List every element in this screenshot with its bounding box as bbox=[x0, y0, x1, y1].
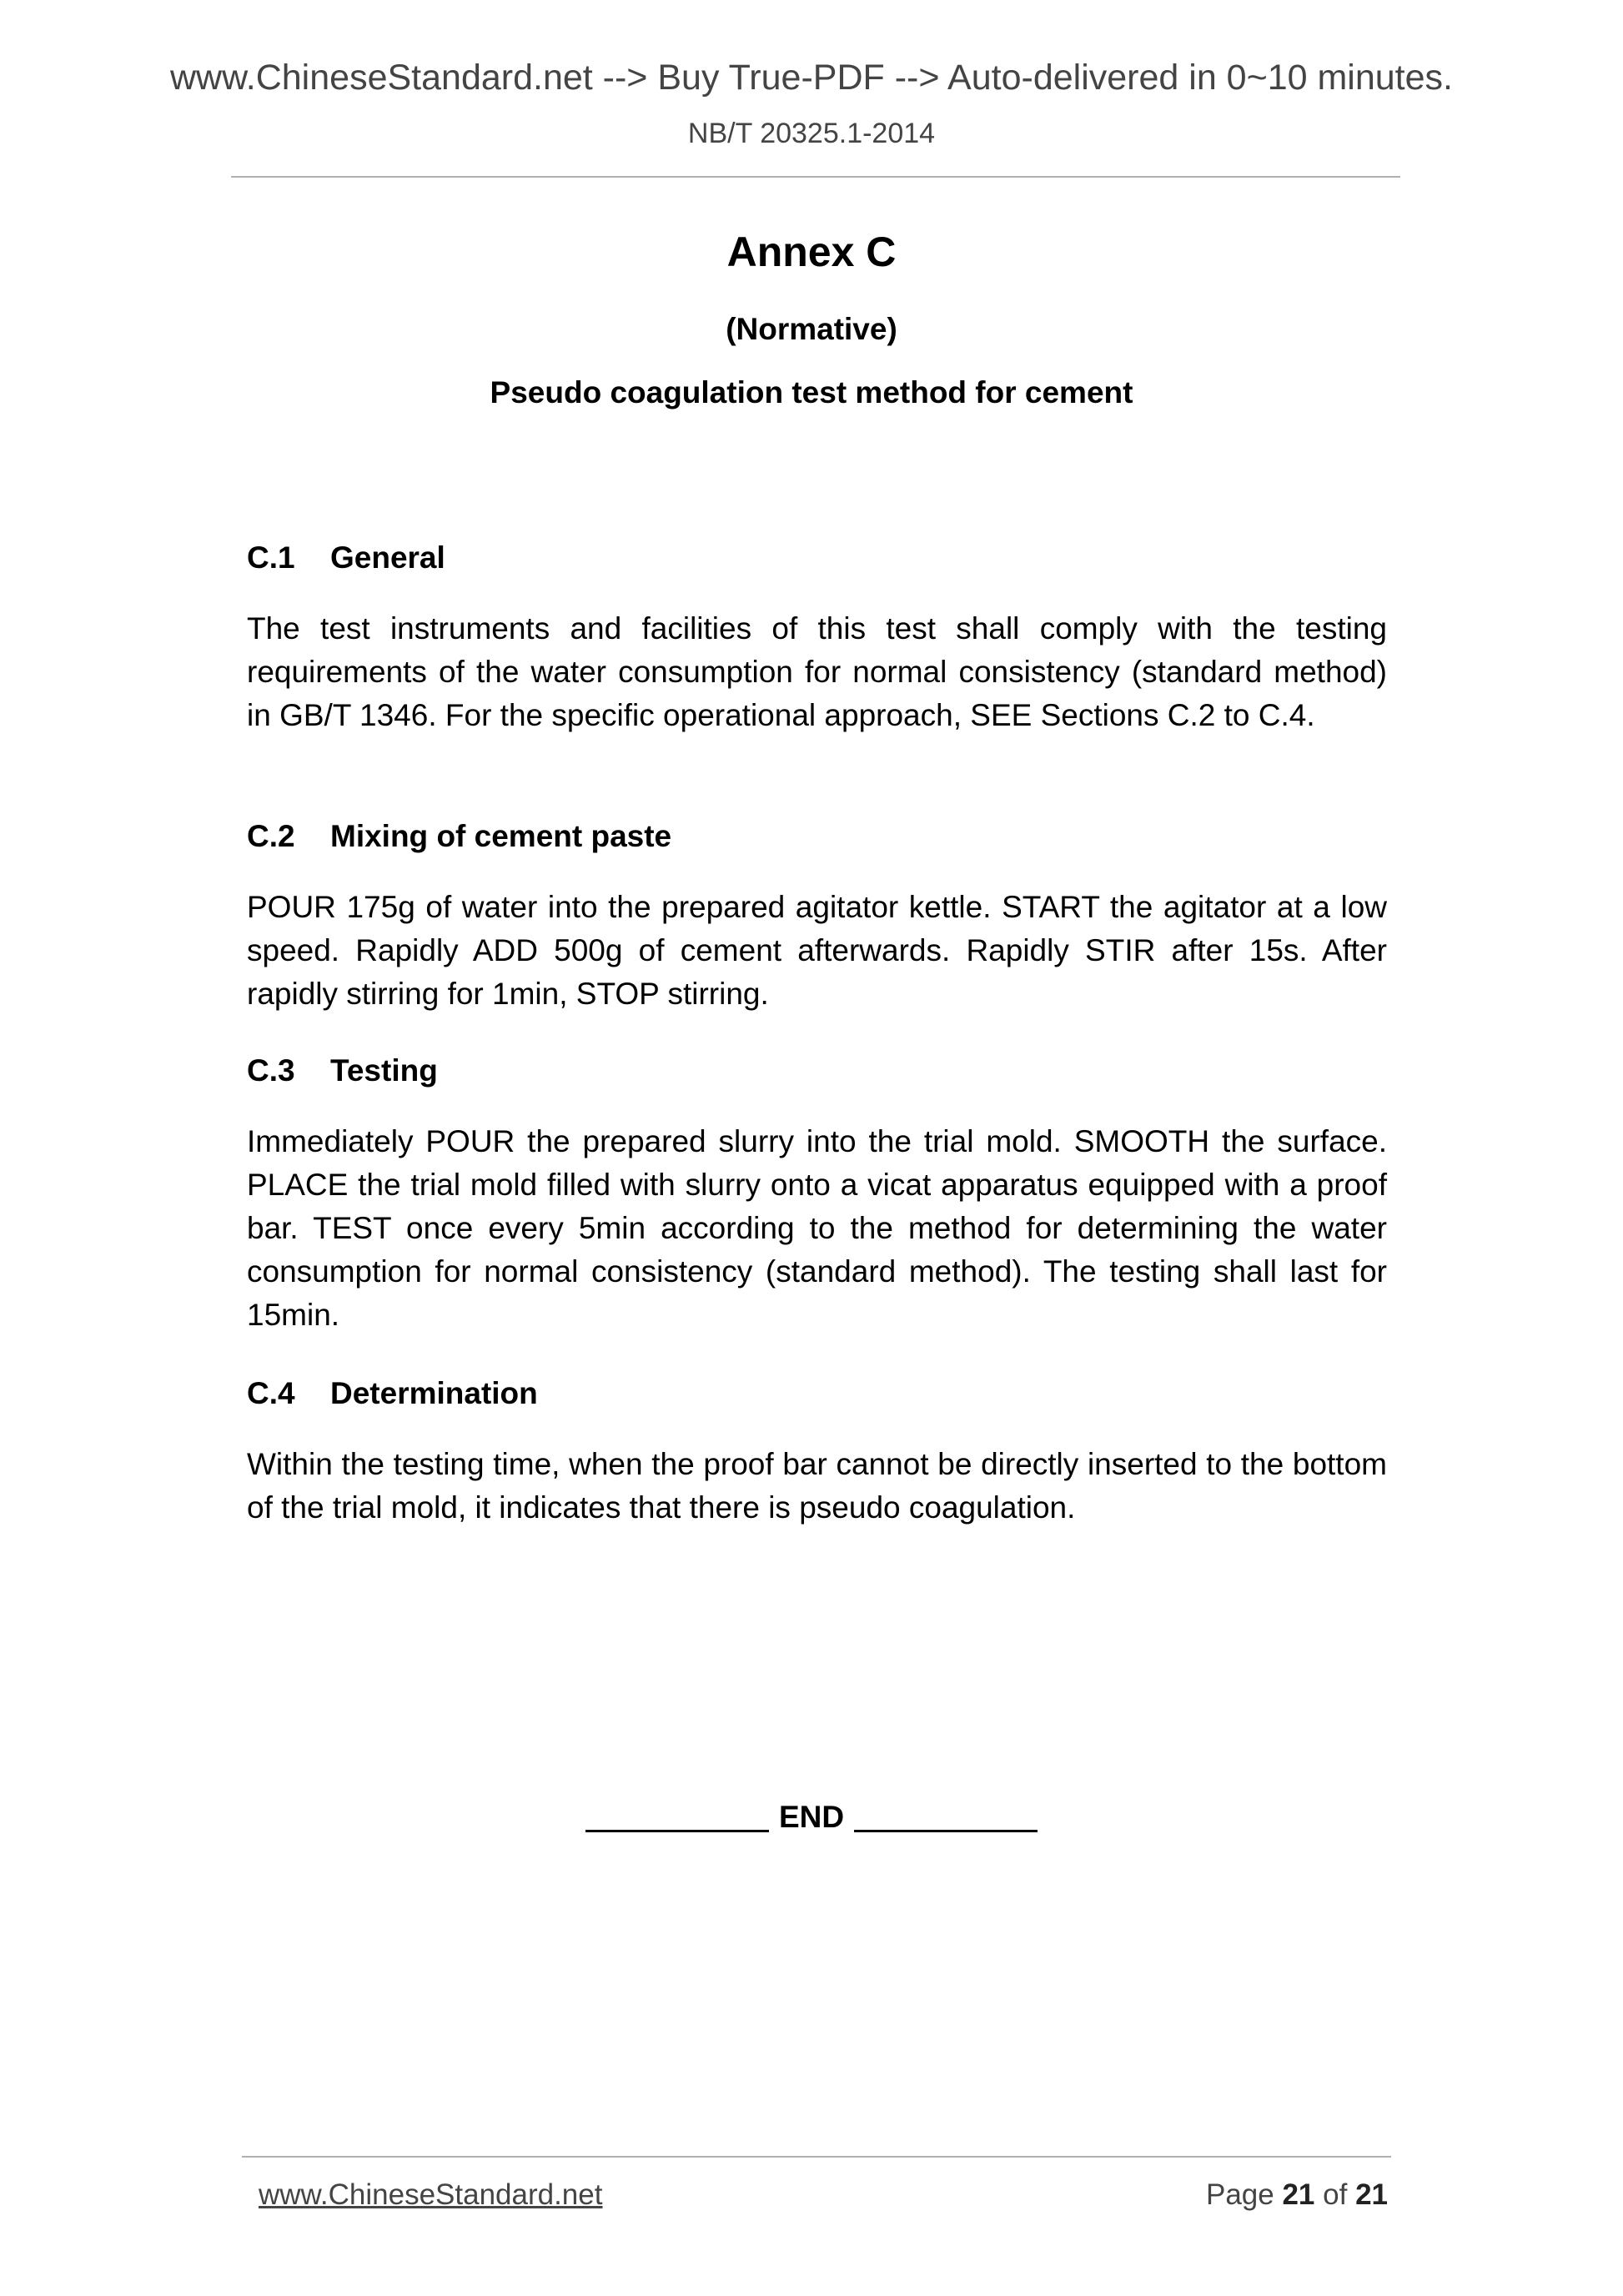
annex-subtitle: Pseudo coagulation test method for cement bbox=[490, 375, 1133, 409]
section-heading-c1 bbox=[247, 542, 445, 573]
section-heading-c4 bbox=[247, 1378, 538, 1409]
section-number: C.3 bbox=[247, 1053, 295, 1088]
page-prefix: Page bbox=[1205, 2178, 1274, 2211]
section-paragraph-c3: Immediately POUR the prepared slurry into the trial mold. SMOOTH the surface. PLACE the trial mold filled with slurry onto a vicat apparatus equipped with a proof bar. TEST once every 5min according to the method for determining the water consumption for normal consistency (standard method). The testing shall last for 15min. bbox=[247, 1124, 1387, 1332]
section-title: General bbox=[330, 540, 445, 575]
section-heading-c2 bbox=[247, 821, 671, 852]
section-number: C.4 bbox=[247, 1376, 295, 1410]
annex-type: (Normative) bbox=[726, 312, 897, 346]
page-total: 21 bbox=[1355, 2178, 1388, 2211]
footer-site-link[interactable]: www.ChineseStandard.net bbox=[259, 2178, 603, 2211]
annex-title: Annex C bbox=[726, 229, 897, 275]
header-standard-number: NB/T 20325.1-2014 bbox=[687, 118, 936, 149]
footer-page-indicator bbox=[1206, 2180, 1388, 2209]
section-title: Mixing of cement paste bbox=[330, 819, 672, 853]
page-of: of bbox=[1323, 2178, 1348, 2211]
section-number: C.2 bbox=[247, 819, 295, 853]
section-title: Testing bbox=[330, 1053, 438, 1088]
section-title: Determination bbox=[330, 1376, 538, 1410]
section-number: C.1 bbox=[247, 540, 295, 575]
page-current: 21 bbox=[1282, 2178, 1315, 2211]
end-underline-left bbox=[585, 1830, 769, 1832]
end-underline-right bbox=[854, 1830, 1038, 1832]
section-paragraph-c4: Within the testing time, when the proof bar cannot be directly inserted to the bottom of the trial mold, it indicates that there is pseudo coagulation. bbox=[247, 1447, 1387, 1525]
section-paragraph-c2: POUR 175g of water into the prepared agitator kettle. START the agitator at a low speed. Rapidly ADD 500g of cement afterwards. Rapidly STIR after 15s. After rapidly stirring for 1min, STOP stirring. bbox=[247, 890, 1387, 1011]
header-promo-link[interactable]: www.ChineseStandard.net --> Buy True-PDF --> Auto-delivered in 0~10 minutes. bbox=[169, 58, 1453, 98]
footer-divider bbox=[242, 2156, 1391, 2158]
header-divider bbox=[231, 176, 1400, 178]
end-label: END bbox=[778, 1800, 845, 1834]
section-heading-c3 bbox=[247, 1055, 438, 1086]
end-marker bbox=[0, 1801, 1623, 1832]
section-paragraph-c1: The test instruments and facilities of this test shall comply with the testing requirements of the water consumption for normal consistency (standard method) in GB/T 1346. For the specific operational approach, SEE Sections C.2 to C.4. bbox=[247, 611, 1387, 732]
